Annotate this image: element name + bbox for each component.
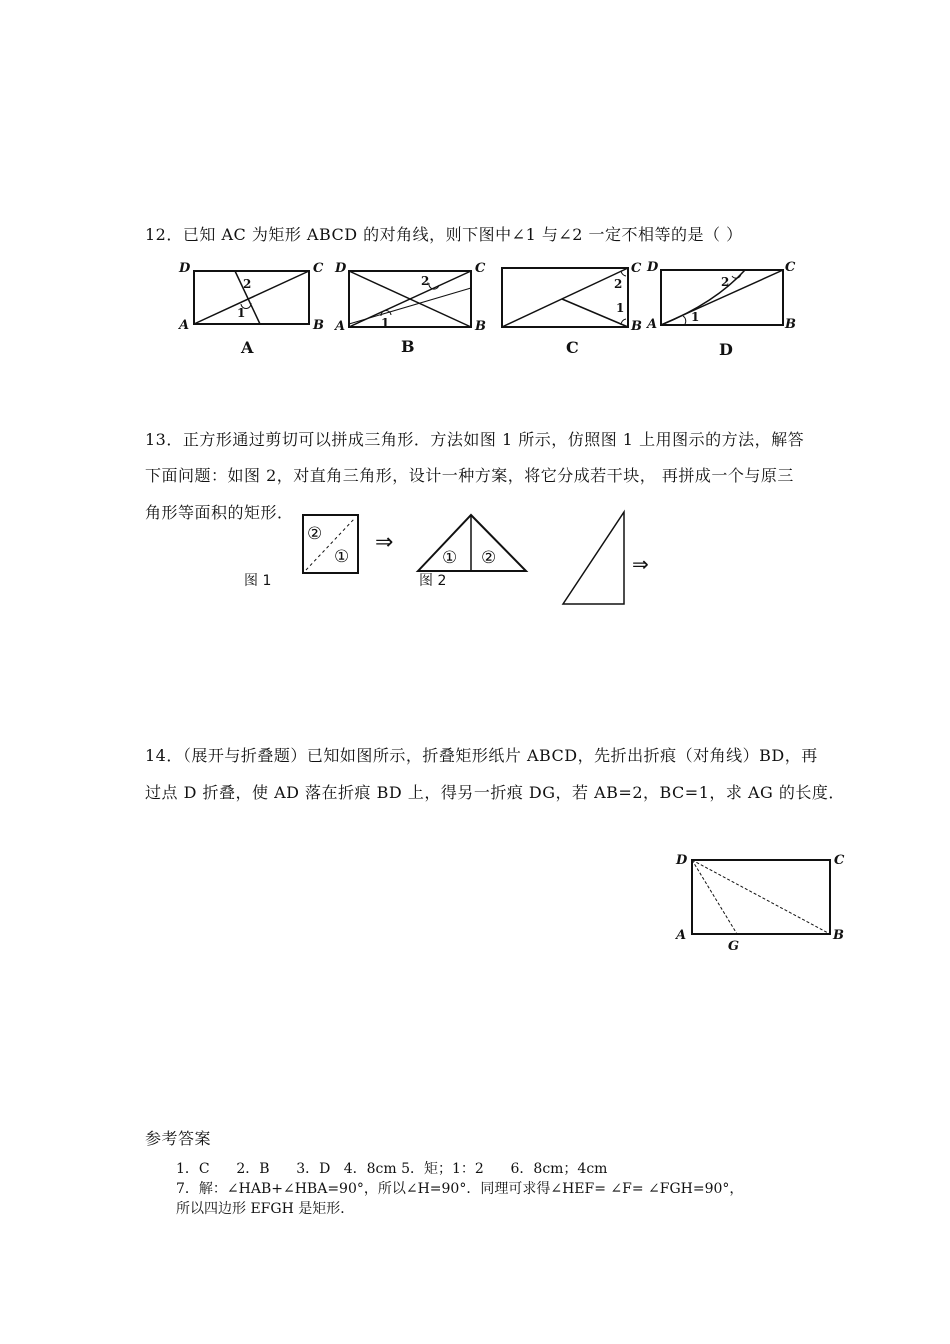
answers-line1: 1．C 2．B 3．D 4．8cm 5．矩；1：2 6．8cm；4cm (176, 1161, 608, 1177)
answers-line3: 所以四边形 EFGH 是矩形． (176, 1201, 355, 1217)
vertex-c: C (631, 261, 642, 276)
vertex-c: C (834, 853, 845, 868)
angle-2-label: 2 (243, 277, 252, 291)
vertex-d: D (335, 261, 347, 276)
figure-caption: C (566, 338, 579, 357)
vertex-a: A (676, 928, 687, 943)
angle-2-label: 2 (614, 277, 623, 291)
vertex-d: D (676, 853, 688, 868)
figure-2-label: 图 2 (419, 573, 447, 589)
figure-caption: D (719, 340, 733, 359)
piece-2-label: ② (481, 548, 497, 568)
angle-2-label: 2 (421, 274, 430, 288)
vertex-a: A (647, 317, 658, 332)
q12-figure-d (645, 258, 805, 358)
vertex-c: C (313, 261, 324, 276)
vertex-b: B (631, 319, 642, 334)
arrow-icon: ⇒ (632, 552, 649, 576)
piece-2-label: ② (307, 524, 323, 544)
q12-text: 12．已知 AC 为矩形 ABCD 的对角线，则下图中∠1 与∠2 一定不相等的是（ ） (145, 225, 743, 244)
q14-line2: 过点 D 折叠，使 AD 落在折痕 BD 上，得另一折痕 DG，若 AB=2，BC=1，求 AG 的长度． (145, 783, 845, 802)
piece-1-label: ① (334, 547, 350, 567)
vertex-b: B (785, 317, 796, 332)
angle-1-label: 1 (381, 316, 390, 330)
answers-title: 参考答案 (145, 1129, 212, 1148)
arrow-icon: ⇒ (375, 530, 394, 555)
q12-figure-c (490, 258, 650, 358)
q14-line1: 14．（展开与折叠题）已知如图所示，折叠矩形纸片 ABCD，先折出折痕（对角线）BD，再 (145, 746, 818, 765)
vertex-a: A (179, 318, 190, 333)
angle-1-label: 1 (237, 306, 246, 320)
angle-1-label: 1 (691, 310, 700, 324)
vertex-b: B (475, 319, 486, 334)
q13-figures (240, 505, 680, 610)
q13-line2: 下面问题：如图 2，对直角三角形，设计一种方案，将它分成若干块， 再拼成一个与原三 (145, 466, 794, 485)
vertex-g: G (728, 939, 740, 954)
figure-caption: B (401, 337, 415, 356)
q12-figure-a (175, 258, 335, 358)
angle-2-label: 2 (721, 275, 730, 289)
angle-1-label: 1 (616, 301, 625, 315)
figure-1-label: 图 1 (244, 573, 272, 589)
vertex-a: A (335, 319, 346, 334)
vertex-c: C (785, 260, 796, 275)
q14-figure (670, 848, 850, 958)
q13-line3: 角形等面积的矩形． (145, 503, 294, 522)
vertex-c: C (475, 261, 486, 276)
piece-1-label: ① (442, 548, 458, 568)
figure-caption: A (241, 338, 254, 357)
vertex-d: D (647, 260, 659, 275)
q12-figure-b (333, 258, 493, 358)
q13-line1: 13．正方形通过剪切可以拼成三角形．方法如图 1 所示，仿照图 1 上用图示的方法，解答 (145, 430, 805, 449)
vertex-b: B (833, 928, 844, 943)
vertex-b: B (313, 318, 324, 333)
vertex-d: D (179, 261, 191, 276)
answers-line2: 7．解：∠HAB+∠HBA=90°，所以∠H=90°．同理可求得∠HEF= ∠F= ∠FGH=90°， (176, 1181, 744, 1197)
